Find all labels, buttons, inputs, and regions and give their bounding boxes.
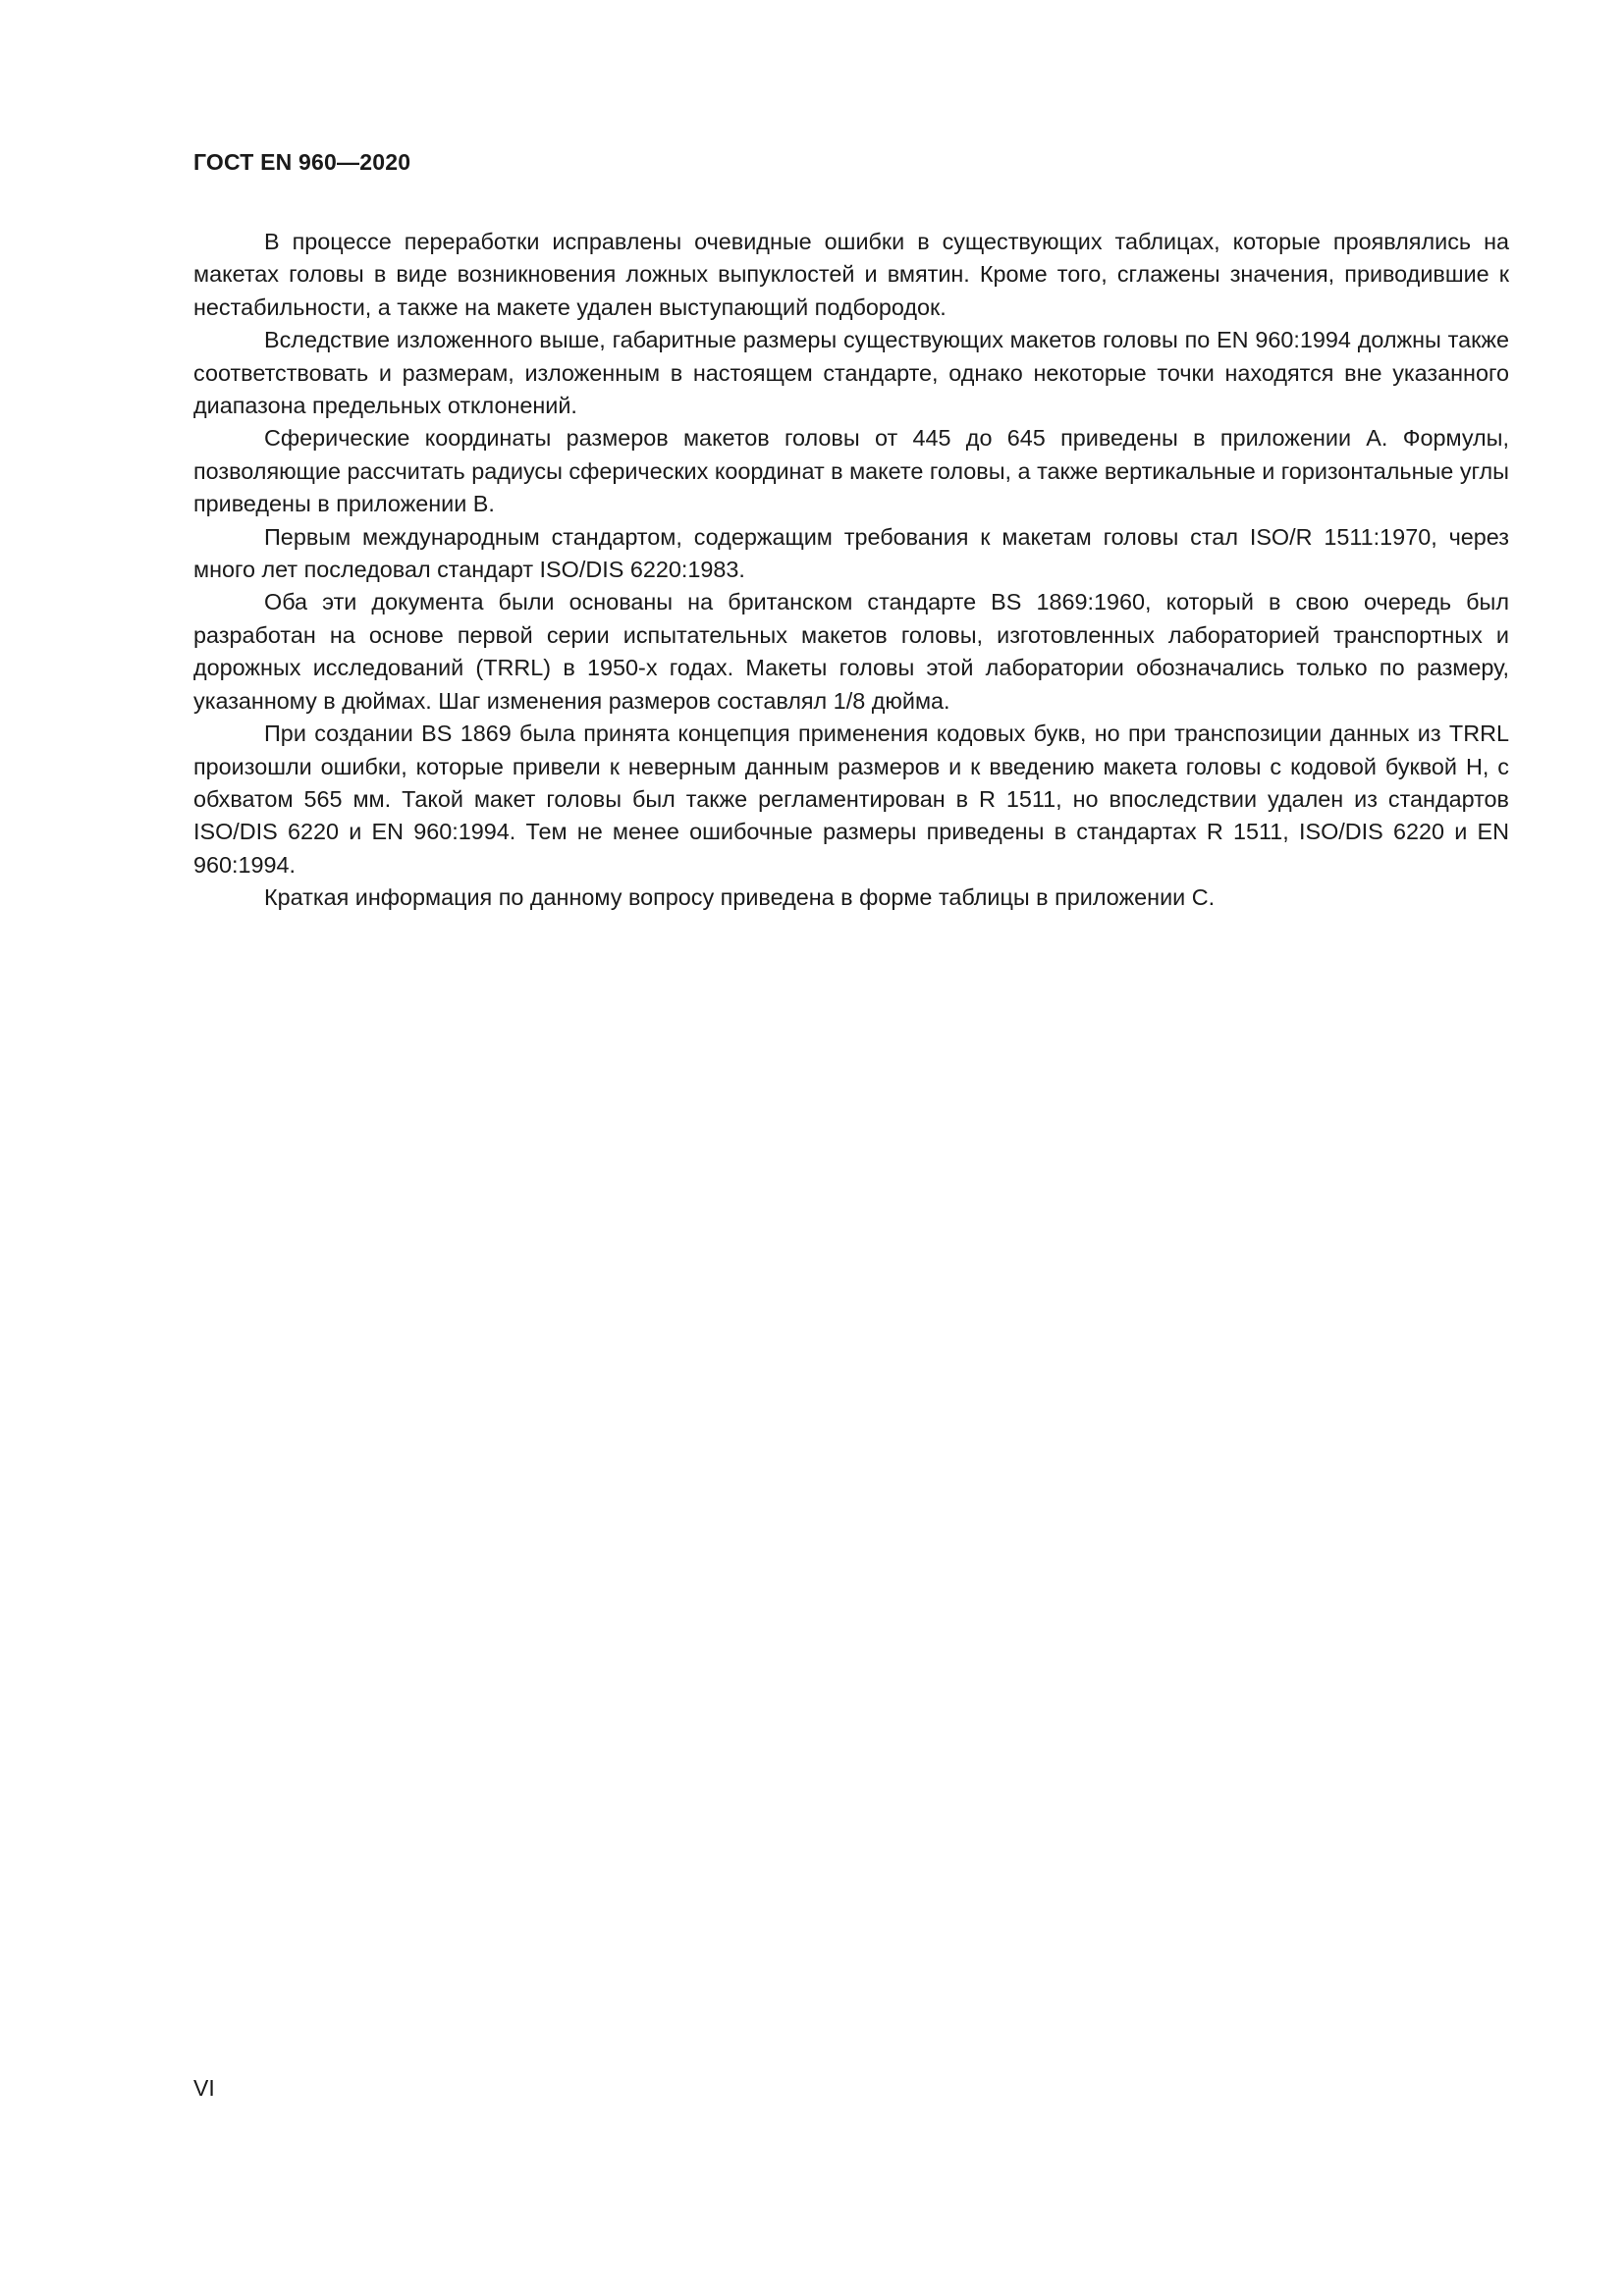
paragraph-1: В процессе переработки исправлены очевидные ошибки в существующих таблицах, которые проявлялись на макетах головы в виде возникновения ложных выпуклостей и вмятин. Кроме того, сглажены значения, приводившие к нестабильности, а также на макете удален выступающий подбородок. xyxy=(193,229,1509,320)
paragraph-4: Первым международным стандартом, содержащим требования к макетам головы стал ISO/R 1511:1970, через много лет последовал стандарт ISO/DIS 6220:1983. xyxy=(193,523,1509,583)
page-number: VI xyxy=(193,2075,215,2101)
document-body xyxy=(193,226,1509,915)
paragraph-6: При создании BS 1869 была принята концепция применения кодовых букв, но при транспозиции данных из TRRL произошли ошибки, которые привели к неверным данным размеров и к введению макета головы с кодовой буквой Н, с обхватом 565 мм. Такой макет головы был также регламентирован в R 1511, но впоследствии удален из стандартов ISO/DIS 6220 и EN 960:1994. Тем не менее ошибочные размеры приведены в стандартах R 1511, ISO/DIS 6220 и EN 960:1994. xyxy=(193,721,1509,878)
paragraph-7: Краткая информация по данному вопросу приведена в форме таблицы в приложении С. xyxy=(264,884,1216,911)
paragraph-2: Вследствие изложенного выше, габаритные размеры существующих макетов головы по EN 960:1994 должны также соответствовать и размерам, изложенным в настоящем стандарте, однако некоторые точки находятся вне указанного диапазона предельных отклонений. xyxy=(193,327,1509,419)
paragraph-3: Сферические координаты размеров макетов головы от 445 до 645 приведены в приложении А. Формулы, позволяющие рассчитать радиусы сферических координат в макете головы, а также вертикальные и горизонтальные углы приведены в приложении В. xyxy=(193,425,1509,517)
paragraph-5: Оба эти документа были основаны на британском стандарте BS 1869:1960, который в свою очередь был разработан на основе первой серии испытательных макетов головы, изготовленных лабораторией транспортных и дорожных исследований (TRRL) в 1950-х годах. Макеты головы этой лаборатории обозначались только по размеру, указанному в дюймах. Шаг изменения размеров составлял 1/8 дюйма. xyxy=(193,589,1509,714)
document-header-title: ГОСТ EN 960—2020 xyxy=(193,149,411,175)
